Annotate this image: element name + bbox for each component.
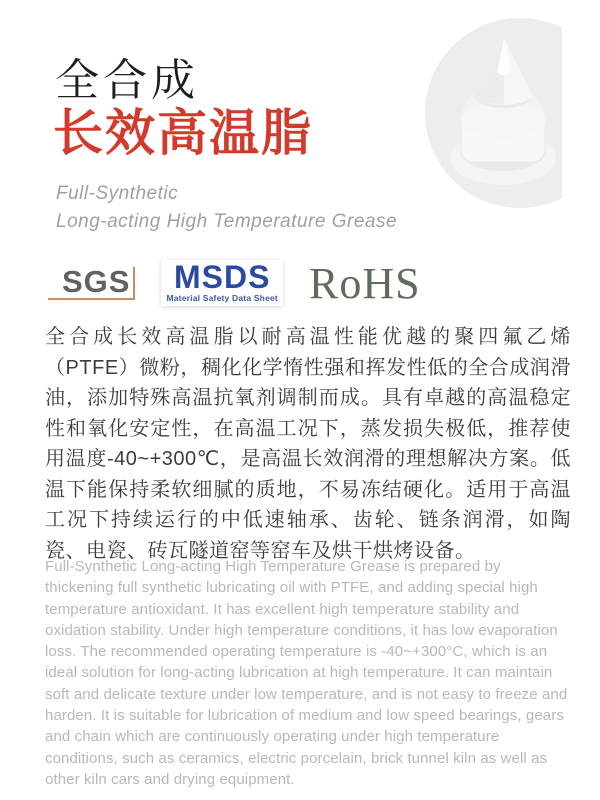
page-title-cn-line1: 全合成 <box>55 56 199 105</box>
certification-logos <box>48 260 421 307</box>
page-subtitle-en <box>56 180 397 235</box>
msds-logo-subtext: Material Safety Data Sheet <box>166 293 278 303</box>
description-paragraph-en: Full-Synthetic Long-acting High Temperature Grease is prepared by thickening full synthetic lubricating oil with PTFE, and adding special high temperature antioxidant. It has excellent high temperature stability and oxidation stability. Under high temperature conditions, it has low evaporation loss. The recommended operating temperature is -40~+300°C, which is an ideal solution for long-acting lubrication at high temperature. It can maintain soft and delicate texture under low temperature, and is not easy to freeze and harden. It is suitable for lubrication of medium and low speed bearings, gears and chain which are continuously operating under high temperature conditions, such as ceramics, electric porcelain, brick tunnel kiln as well as other kiln cars and drying equipment. <box>45 558 568 788</box>
page-title-cn-line2: 长效高温脂 <box>53 105 313 161</box>
product-photo <box>400 0 562 240</box>
grease-dollop-image <box>445 32 562 197</box>
description-paragraph-cn: 全合成长效高温脂以耐高温性能优越的聚四氟乙烯（PTFE）微粉，稠化化学惰性强和挥发性低的全合成润滑油，添加特殊高温抗氧剂调制而成。具有卓越的高温稳定性和氧化安定性，在高温工况下，蒸发损失极低，推荐使用温度-40~+300℃，是高温长效润滑的理想解决方案。低温下能保持柔软细腻的质地，不易冻结硬化。适用于高温工况下持续运行的中低速轴承、齿轮、链条润滑，如陶瓷、电瓷、砖瓦隧道窑等窑车及烘干烘烤设备。 <box>45 326 571 562</box>
msds-logo-text: MSDS <box>173 259 271 295</box>
msds-logo <box>161 260 283 306</box>
subtitle-line2: Long-acting High Temperature Grease <box>56 210 398 232</box>
sgs-logo: SGS <box>48 267 135 300</box>
rohs-logo: RoHS <box>308 259 421 308</box>
subtitle-line1: Full-Synthetic <box>56 183 179 204</box>
